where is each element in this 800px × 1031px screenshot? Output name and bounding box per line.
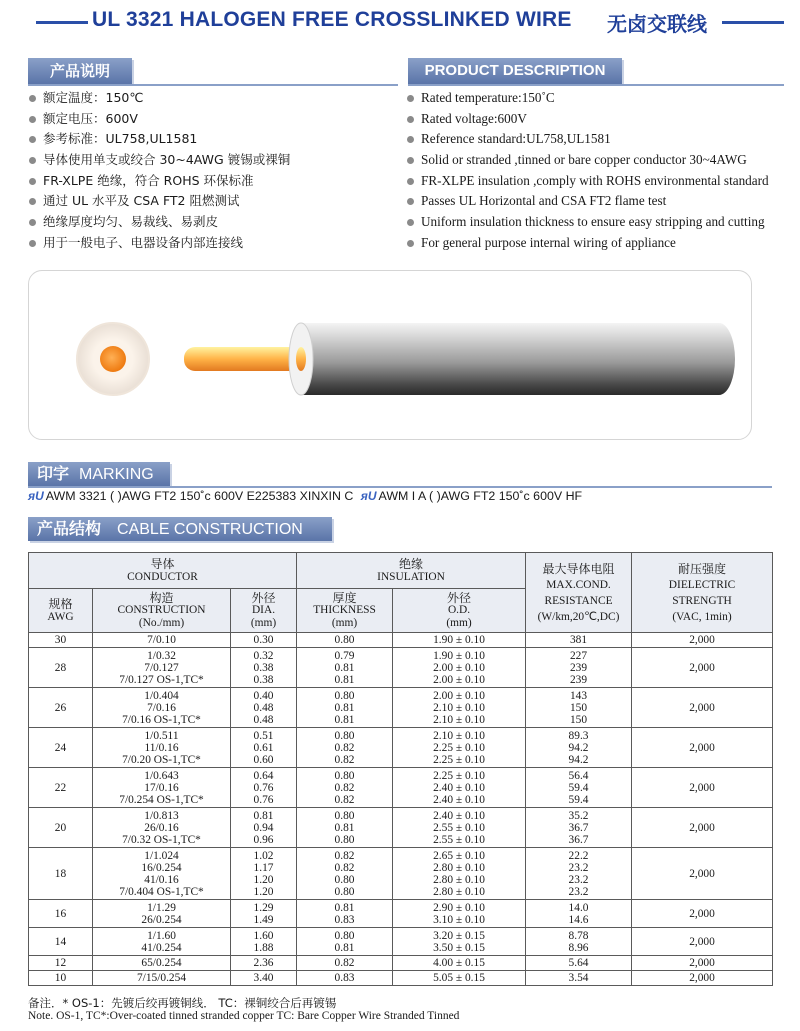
product-desc-en-header: PRODUCT DESCRIPTION <box>408 58 622 84</box>
cell-diel: 2,000 <box>632 928 773 956</box>
cell-res: 56.4 59.4 59.4 <box>526 768 632 808</box>
bullet-icon <box>29 178 36 185</box>
cell-diel: 2,000 <box>632 971 773 986</box>
cell-diel: 2,000 <box>632 633 773 648</box>
bullet-icon <box>407 95 414 102</box>
cell-thk: 0.83 <box>297 971 393 986</box>
cell-cons: 1/0.643 17/0.16 7/0.254 OS-1,TC* <box>93 768 231 808</box>
insulation-header: 绝缘 INSULATION <box>297 553 526 589</box>
cell-thk: 0.80 0.82 0.82 <box>297 728 393 768</box>
cell-dia: 0.32 0.38 0.38 <box>231 648 297 688</box>
bullet-icon <box>29 95 36 102</box>
list-item: 绝缘厚度均匀、易裁线、易剥皮 <box>28 212 290 233</box>
cell-cons: 1/1.024 16/0.254 41/0.16 7/0.404 OS-1,TC* <box>93 848 231 900</box>
conductor-header: 导体 CONDUCTOR <box>29 553 297 589</box>
list-item: Rated temperature:150˚C <box>406 88 769 109</box>
cell-awg: 16 <box>29 900 93 928</box>
table-row <box>29 728 773 768</box>
cell-thk: 0.79 0.81 0.81 <box>297 648 393 688</box>
cell-dia: 3.40 <box>231 971 297 986</box>
construction-header: 产品结构 CABLE CONSTRUCTION <box>28 517 332 541</box>
cell-cons: 1/0.813 26/0.16 7/0.32 OS-1,TC* <box>93 808 231 848</box>
table-row <box>29 688 773 728</box>
cell-res: 143 150 150 <box>526 688 632 728</box>
cell-cons: 7/15/0.254 <box>93 971 231 986</box>
dielectric-header: 耐压强度 DIELECTRIC STRENGTH (VAC, 1min) <box>632 553 773 633</box>
page-title: UL 3321 HALOGEN FREE CROSSLINKED WIRE <box>92 8 572 31</box>
cell-res: 14.0 14.6 <box>526 900 632 928</box>
cell-awg: 12 <box>29 956 93 971</box>
cell-awg: 28 <box>29 648 93 688</box>
cell-awg: 18 <box>29 848 93 900</box>
cell-res: 5.64 <box>526 956 632 971</box>
cell-od: 3.20 ± 0.15 3.50 ± 0.15 <box>393 928 526 956</box>
construction-col-header: 构造 CONSTRUCTION (No./mm) <box>93 589 231 633</box>
cell-thk: 0.80 0.82 0.82 <box>297 768 393 808</box>
cell-diel: 2,000 <box>632 808 773 848</box>
footnote-cn: 备注．* OS-1：先镀后绞再镀铜线． TC：裸铜绞合后再镀锡 <box>28 996 337 1010</box>
bullet-icon <box>29 157 36 164</box>
dia-header: 外径 DIA. (mm) <box>231 589 297 633</box>
list-item: FR-XLPE 绝缘，符合 ROHS 环保标准 <box>28 171 290 192</box>
cell-res: 227 239 239 <box>526 648 632 688</box>
table-row <box>29 900 773 928</box>
cell-cons: 65/0.254 <box>93 956 231 971</box>
cell-od: 2.90 ± 0.10 3.10 ± 0.10 <box>393 900 526 928</box>
ul-mark-icon: ᴙU <box>360 489 377 503</box>
bullet-icon <box>29 198 36 205</box>
list-item: 额定温度：150℃ <box>28 88 290 109</box>
bullet-icon <box>29 219 36 226</box>
thickness-header: 厚度 THICKNESS (mm) <box>297 589 393 633</box>
cell-diel: 2,000 <box>632 956 773 971</box>
cell-thk: 0.80 <box>297 633 393 648</box>
list-item: 额定电压：600V <box>28 109 290 130</box>
cell-diel: 2,000 <box>632 768 773 808</box>
marking-header: 印字 MARKING <box>28 462 170 486</box>
cell-od: 2.65 ± 0.10 2.80 ± 0.10 2.80 ± 0.10 2.80 ± 0.10 <box>393 848 526 900</box>
table-row <box>29 848 773 900</box>
cell-awg: 22 <box>29 768 93 808</box>
cell-cons: 1/0.404 7/0.16 7/0.16 OS-1,TC* <box>93 688 231 728</box>
cell-res: 8.78 8.96 <box>526 928 632 956</box>
table-row <box>29 768 773 808</box>
cell-dia: 1.02 1.17 1.20 1.20 <box>231 848 297 900</box>
bullet-icon <box>29 136 36 143</box>
bullet-icon <box>29 240 36 247</box>
desc-en-list <box>406 88 769 254</box>
bullet-icon <box>407 198 414 205</box>
cell-od: 2.25 ± 0.10 2.40 ± 0.10 2.40 ± 0.10 <box>393 768 526 808</box>
cell-res: 89.3 94.2 94.2 <box>526 728 632 768</box>
marking-text: ᴙU AWM 3321 ( )AWG FT2 150˚c 600V E225383 XINXIN C ᴙU AWM I A ( )AWG FT2 150˚c 600V HF <box>28 489 583 503</box>
table-row <box>29 971 773 986</box>
wire-illustration <box>28 270 752 440</box>
wire-insulation <box>301 323 735 395</box>
cell-diel: 2,000 <box>632 688 773 728</box>
cross-section-conductor <box>100 346 126 372</box>
cell-diel: 2,000 <box>632 900 773 928</box>
cell-od: 1.90 ± 0.10 <box>393 633 526 648</box>
bullet-icon <box>407 136 414 143</box>
cell-thk: 0.82 <box>297 956 393 971</box>
cell-od: 2.10 ± 0.10 2.25 ± 0.10 2.25 ± 0.10 <box>393 728 526 768</box>
cell-dia: 0.81 0.94 0.96 <box>231 808 297 848</box>
awg-header: 规格 AWG <box>29 589 93 633</box>
product-desc-en-rule <box>408 84 784 86</box>
product-desc-cn-header: 产品说明 <box>28 58 132 84</box>
cell-res: 3.54 <box>526 971 632 986</box>
cell-thk: 0.82 0.82 0.80 0.80 <box>297 848 393 900</box>
cell-diel: 2,000 <box>632 648 773 688</box>
cell-dia: 1.29 1.49 <box>231 900 297 928</box>
cell-od: 2.40 ± 0.10 2.55 ± 0.10 2.55 ± 0.10 <box>393 808 526 848</box>
list-item: Rated voltage:600V <box>406 109 769 130</box>
list-item: FR-XLPE insulation ,comply with ROHS environmental standard <box>406 171 769 192</box>
cell-thk: 0.80 0.81 0.80 <box>297 808 393 848</box>
cell-awg: 14 <box>29 928 93 956</box>
list-item: For general purpose internal wiring of appliance <box>406 233 769 254</box>
table-row <box>29 648 773 688</box>
desc-cn-list <box>28 88 290 254</box>
table-body <box>29 633 773 986</box>
table-row <box>29 928 773 956</box>
cell-res: 35.2 36.7 36.7 <box>526 808 632 848</box>
cell-awg: 30 <box>29 633 93 648</box>
cell-awg: 10 <box>29 971 93 986</box>
cell-res: 22.2 23.2 23.2 23.2 <box>526 848 632 900</box>
cell-thk: 0.81 0.83 <box>297 900 393 928</box>
cell-awg: 26 <box>29 688 93 728</box>
list-item: Passes UL Horizontal and CSA FT2 flame test <box>406 191 769 212</box>
list-item: Reference standard:UL758,UL1581 <box>406 129 769 150</box>
cell-thk: 0.80 0.81 0.81 <box>297 688 393 728</box>
cell-cons: 1/1.29 26/0.254 <box>93 900 231 928</box>
cell-res: 381 <box>526 633 632 648</box>
cell-od: 5.05 ± 0.15 <box>393 971 526 986</box>
cell-od: 2.00 ± 0.10 2.10 ± 0.10 2.10 ± 0.10 <box>393 688 526 728</box>
wire-conductor <box>184 347 306 371</box>
cell-awg: 24 <box>29 728 93 768</box>
cell-od: 4.00 ± 0.15 <box>393 956 526 971</box>
cell-dia: 0.30 <box>231 633 297 648</box>
cell-dia: 2.36 <box>231 956 297 971</box>
bullet-icon <box>407 178 414 185</box>
title-rule-right <box>722 21 784 24</box>
bullet-icon <box>407 157 414 164</box>
cell-cons: 1/0.511 11/0.16 7/0.20 OS-1,TC* <box>93 728 231 768</box>
list-item: 参考标准：UL758,UL1581 <box>28 129 290 150</box>
cell-thk: 0.80 0.81 <box>297 928 393 956</box>
title-rule-left <box>36 21 88 24</box>
list-item: 导体使用单支或绞合 30~4AWG 镀锡或裸铜 <box>28 150 290 171</box>
bullet-icon <box>29 116 36 123</box>
list-item: Solid or stranded ,tinned or bare copper conductor 30~4AWG <box>406 150 769 171</box>
cell-diel: 2,000 <box>632 728 773 768</box>
product-desc-cn-rule <box>28 84 398 86</box>
cell-dia: 0.40 0.48 0.48 <box>231 688 297 728</box>
cell-cons: 1/0.32 7/0.127 7/0.127 OS-1,TC* <box>93 648 231 688</box>
cell-cons: 1/1.60 41/0.254 <box>93 928 231 956</box>
cell-awg: 20 <box>29 808 93 848</box>
cell-dia: 0.51 0.61 0.60 <box>231 728 297 768</box>
table-row <box>29 808 773 848</box>
bullet-icon <box>407 219 414 226</box>
cell-dia: 1.60 1.88 <box>231 928 297 956</box>
cell-diel: 2,000 <box>632 848 773 900</box>
list-item: 通过 UL 水平及 CSA FT2 阻燃测试 <box>28 191 290 212</box>
construction-table <box>28 552 773 986</box>
resistance-header: 最大导体电阻 MAX.COND. RESISTANCE (W/km,20℃,DC) <box>526 553 632 633</box>
page-title-cn: 无卤交联线 <box>607 12 707 36</box>
list-item: Uniform insulation thickness to ensure easy stripping and cutting <box>406 212 769 233</box>
wire-image <box>29 271 751 439</box>
cell-dia: 0.64 0.76 0.76 <box>231 768 297 808</box>
marking-rule <box>28 486 772 488</box>
ul-mark-icon: ᴙU <box>28 489 44 503</box>
table-row <box>29 633 773 648</box>
table-row <box>29 956 773 971</box>
bullet-icon <box>407 240 414 247</box>
bullet-icon <box>407 116 414 123</box>
cell-cons: 7/0.10 <box>93 633 231 648</box>
list-item: 用于一般电子、电器设备内部连接线 <box>28 233 290 254</box>
cell-od: 1.90 ± 0.10 2.00 ± 0.10 2.00 ± 0.10 <box>393 648 526 688</box>
od-header: 外径 O.D. (mm) <box>393 589 526 633</box>
footnote-en: Note. OS-1, TC*:Over-coated tinned stranded copper TC: Bare Copper Wire Stranded Tinned <box>28 1010 460 1022</box>
